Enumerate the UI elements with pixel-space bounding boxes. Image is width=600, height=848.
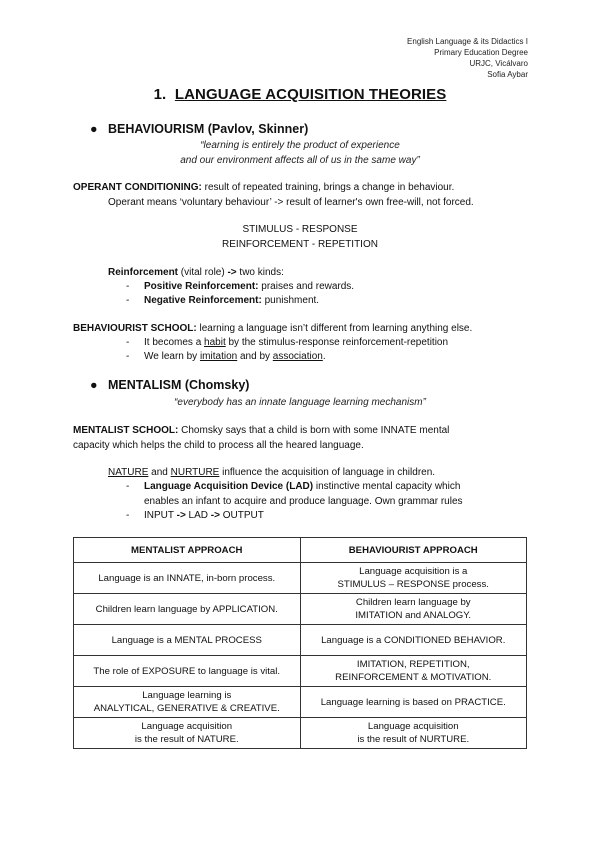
- comparison-table: [73, 537, 527, 749]
- behaviourist-cell: Language learning is based on PRACTICE.: [300, 687, 527, 718]
- mentalist-cell: Language is a MENTAL PROCESS: [74, 625, 301, 656]
- mentalist-cell: Children learn language by APPLICATION.: [74, 594, 301, 625]
- lad-line2: enables an infant to acquire and produce language. Own grammar rules: [144, 496, 463, 507]
- nature-nurture: NATURE and NURTURE influence the acquisition of language in children.: [108, 467, 436, 478]
- list-item: - Negative Reinforcement: punishment.: [126, 295, 320, 306]
- behaviourism-heading: [90, 122, 308, 136]
- behaviourist-column-header: BEHAVIOURIST APPROACH: [300, 538, 527, 563]
- table-row: [74, 656, 527, 687]
- reinforcement-line: [108, 265, 284, 280]
- mentalist-school-label: MENTALIST SCHOOL:: [73, 425, 179, 436]
- list-item: - Positive Reinforcement: praises and rewards.: [126, 281, 355, 292]
- behaviourism-quote: [0, 138, 600, 168]
- bullet-icon: ●: [90, 122, 98, 136]
- arrow-icon: ->: [227, 267, 237, 278]
- behaviourist-cell: IMITATION, REPETITION, REINFORCEMENT & MOTIVATION.: [300, 656, 527, 687]
- mentalist-school-line2: capacity which helps the child to process all the heared language.: [73, 440, 364, 451]
- nature-word: NATURE: [108, 467, 149, 478]
- reinforcement-repetition: REINFORCEMENT - REPETITION: [222, 239, 378, 250]
- lad-label: Language Acquisition Device (LAD): [144, 481, 314, 492]
- reinforcement-mid: (vital role): [178, 267, 228, 278]
- comparison-table-body: [74, 563, 527, 749]
- positive-reinforcement-text: praises and rewards.: [258, 281, 355, 292]
- operant-text: result of repeated training, brings a change in behaviour.: [201, 182, 455, 193]
- list-item: - We learn by imitation and by association.: [126, 351, 326, 362]
- table-row: [74, 687, 527, 718]
- bullet-icon: ●: [90, 378, 98, 392]
- header-course: English Language & its Didactics I: [407, 37, 528, 46]
- reinforcement-end: two kinds:: [236, 267, 284, 278]
- list-item: - Language Acquisition Device (LAD) instinctive mental capacity which: [126, 481, 461, 492]
- mentalist-school: MENTALIST SCHOOL: Chomsky says that a child is born with some INNATE mental: [73, 425, 450, 436]
- reinforcement-label: Reinforcement: [108, 267, 179, 278]
- mentalist-cell: Language acquisition is the result of NATURE.: [74, 718, 301, 749]
- mentalist-cell: Language learning is ANALYTICAL, GENERATIVE & CREATIVE.: [74, 687, 301, 718]
- operant-line2: Operant means ‘voluntary behaviour’ -> result of learner's own free-will, not forced.: [108, 197, 474, 208]
- habit-word: habit: [204, 337, 226, 348]
- positive-reinforcement-label: Positive Reinforcement:: [144, 281, 259, 292]
- behaviourist-cell: Children learn language by IMITATION and ANALOGY.: [300, 594, 527, 625]
- arrow-icon: ->: [176, 510, 186, 521]
- behaviourist-school-label: BEHAVIOURIST SCHOOL:: [73, 323, 197, 334]
- arrow-icon: ->: [210, 510, 220, 521]
- header-author: Sofia Aybar: [487, 70, 528, 79]
- list-item: - INPUT -> LAD -> OUTPUT: [126, 510, 264, 521]
- table-row: [74, 625, 527, 656]
- operant-conditioning: [73, 180, 454, 195]
- table-header-row: [74, 538, 527, 563]
- negative-reinforcement-text: punishment.: [261, 295, 320, 306]
- mentalism-quote: “everybody has an innate language learning mechanism”: [174, 397, 426, 408]
- mentalist-column-header: MENTALIST APPROACH: [74, 538, 301, 563]
- behaviourist-school: [73, 321, 472, 336]
- header-degree: Primary Education Degree: [434, 48, 528, 57]
- header-campus: URJC, Vicálvaro: [469, 59, 528, 68]
- table-row: [74, 563, 527, 594]
- mentalist-cell: The role of EXPOSURE to language is vital.: [74, 656, 301, 687]
- list-item: - It becomes a habit by the stimulus-response reinforcement-repetition: [126, 337, 449, 348]
- mentalism-heading: [90, 378, 249, 392]
- behaviourism-heading-text: BEHAVIOURISM (Pavlov, Skinner): [108, 122, 309, 136]
- association-word: association: [272, 351, 323, 362]
- behaviourist-cell: Language acquisition is the result of NURTURE.: [300, 718, 527, 749]
- behaviourist-cell: Language acquisition is a STIMULUS – RESPONSE process.: [300, 563, 527, 594]
- operant-label: OPERANT CONDITIONING:: [73, 182, 202, 193]
- behaviourist-school-text: learning a language isn’t different from learning anything else.: [196, 323, 473, 334]
- mentalist-cell: Language is an INNATE, in-born process.: [74, 563, 301, 594]
- behaviourism-quote-line2: and our environment affects all of us in the same way”: [180, 155, 420, 166]
- document-header: [407, 36, 528, 80]
- table-row: [74, 594, 527, 625]
- table-row: [74, 718, 527, 749]
- nurture-word: NURTURE: [170, 467, 220, 478]
- imitation-word: imitation: [199, 351, 238, 362]
- behaviourist-cell: Language is a CONDITIONED BEHAVIOR.: [300, 625, 527, 656]
- stimulus-response: STIMULUS - RESPONSE: [242, 224, 358, 235]
- page-title: [0, 86, 600, 103]
- title-number: 1.: [153, 86, 167, 103]
- title-text: LANGUAGE ACQUISITION THEORIES: [174, 86, 447, 103]
- mentalism-heading-text: MENTALISM (Chomsky): [108, 378, 250, 392]
- negative-reinforcement-label: Negative Reinforcement:: [144, 295, 262, 306]
- behaviourism-quote-line1: “learning is entirely the product of experience: [200, 140, 400, 151]
